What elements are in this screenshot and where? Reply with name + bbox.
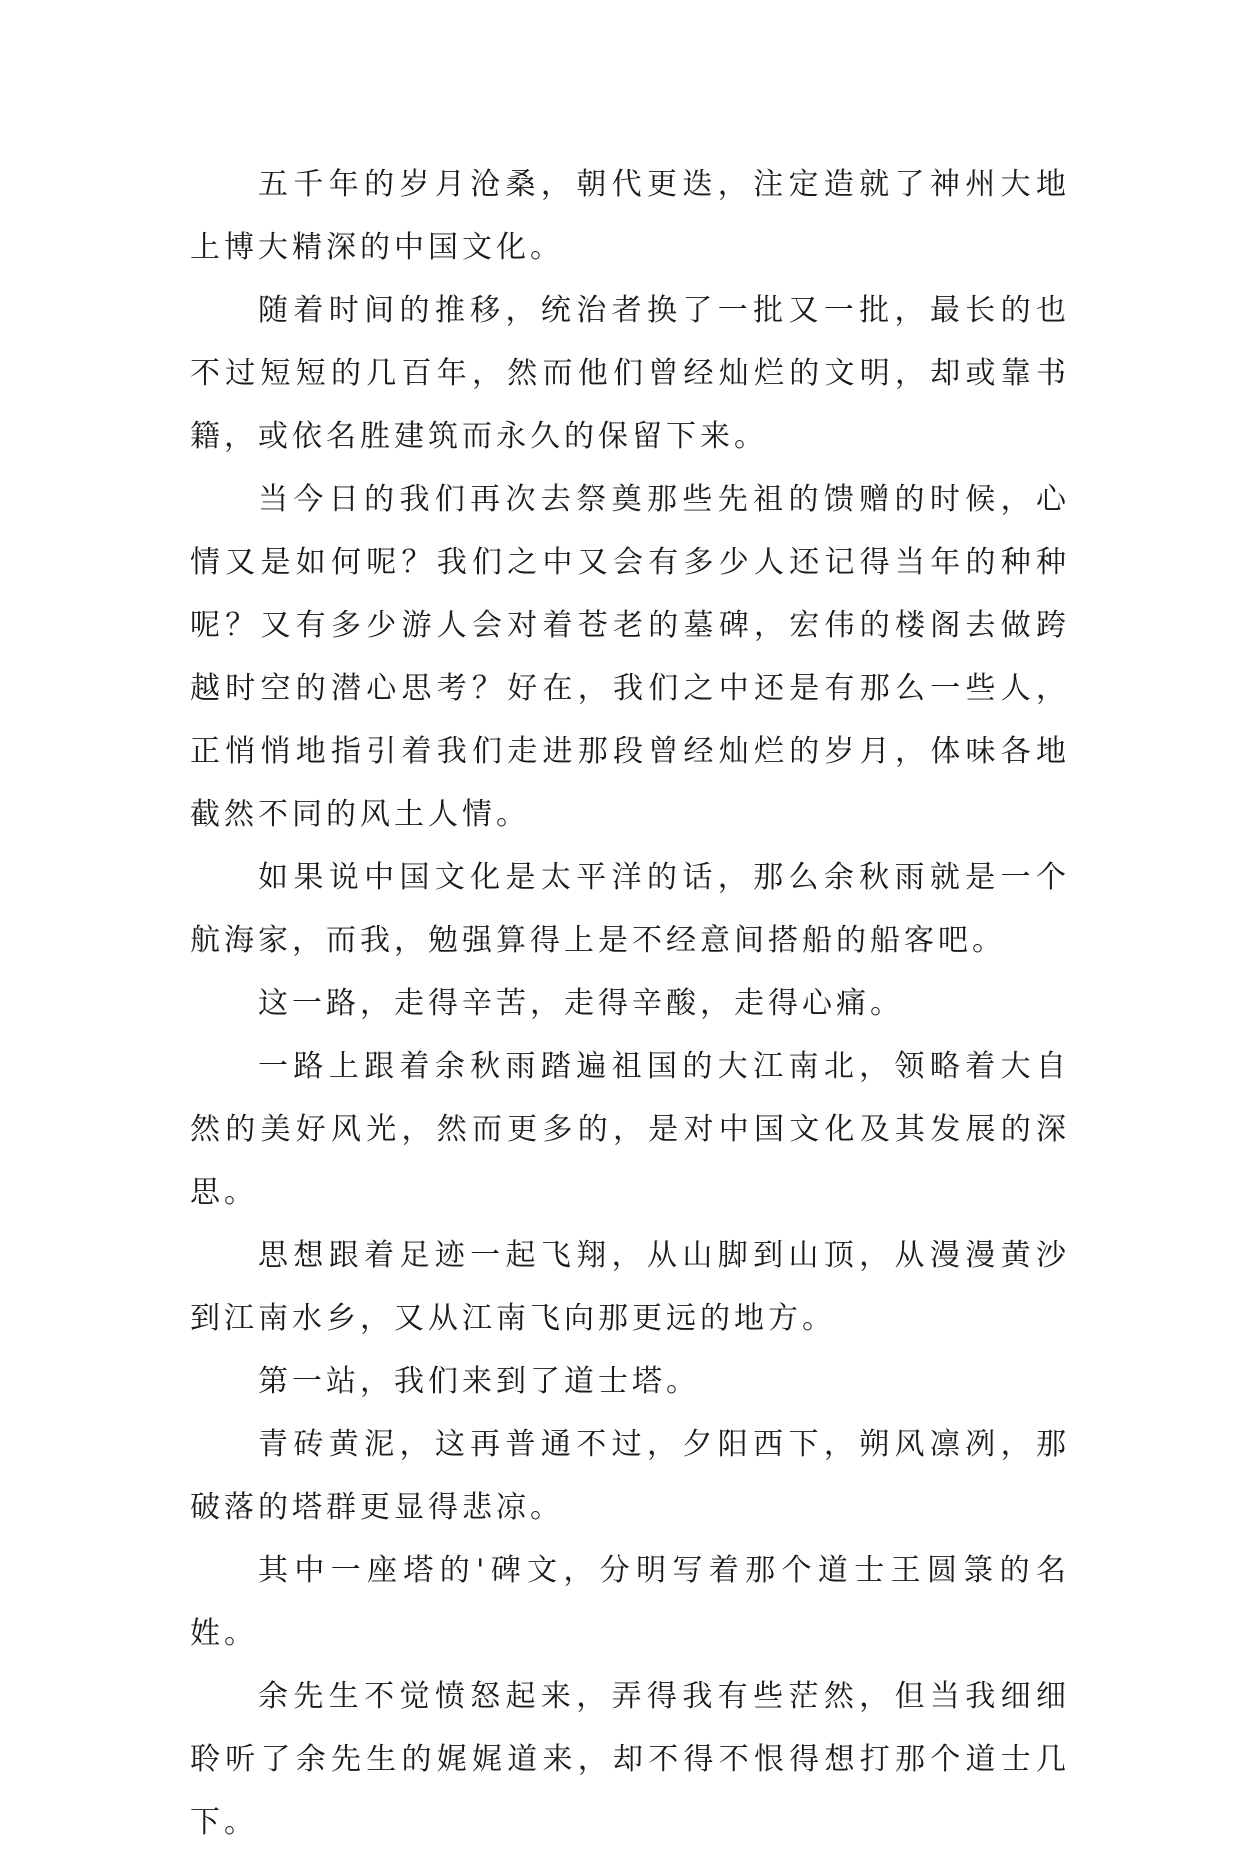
- paragraph-8: 第一站，我们来到了道士塔。: [258, 1364, 700, 1399]
- paragraph-4: 如果说中国文化是太平洋的话，那么余秋雨就是一个航海家，而我，勉强算得上是不经意间搭船的船客吧。: [190, 860, 1070, 958]
- paragraph-3: 当今日的我们再次去祭奠那些先祖的馈赠的时候，心情又是如何呢？我们之中又会有多少人还记得当年的种种呢？又有多少游人会对着苍老的墓碑，宏伟的楼阁去做跨越时空的潜心思考？好在，我们之中还是有那么一些人，正悄悄地指引着我们走进那段曾经灿烂的岁月，体味各地截然不同的风土人情。: [190, 482, 1070, 832]
- document-body: [190, 153, 1070, 1854]
- paragraph-10: 其中一座塔的'碑文，分明写着那个道士王圆箓的名姓。: [190, 1553, 1070, 1651]
- paragraph-11: 余先生不觉愤怒起来，弄得我有些茫然，但当我细细聆听了余先生的娓娓道来，却不得不恨得想打那个道士几下。: [190, 1679, 1070, 1840]
- paragraph-7: 思想跟着足迹一起飞翔，从山脚到山顶，从漫漫黄沙到江南水乡，又从江南飞向那更远的地方。: [190, 1238, 1070, 1336]
- paragraph-2: 随着时间的推移，统治者换了一批又一批，最长的也不过短短的几百年，然而他们曾经灿烂的文明，却或靠书籍，或依名胜建筑而永久的保留下来。: [190, 293, 1070, 454]
- paragraph-9: 青砖黄泥，这再普通不过，夕阳西下，朔风凛冽，那破落的塔群更显得悲凉。: [190, 1427, 1070, 1525]
- paragraph-6: 一路上跟着余秋雨踏遍祖国的大江南北，领略着大自然的美好风光，然而更多的，是对中国文化及其发展的深思。: [190, 1049, 1070, 1210]
- paragraph-1: 五千年的岁月沧桑，朝代更迭，注定造就了神州大地上博大精深的中国文化。: [190, 167, 1070, 265]
- paragraph-5: 这一路，走得辛苦，走得辛酸，走得心痛。: [258, 986, 904, 1021]
